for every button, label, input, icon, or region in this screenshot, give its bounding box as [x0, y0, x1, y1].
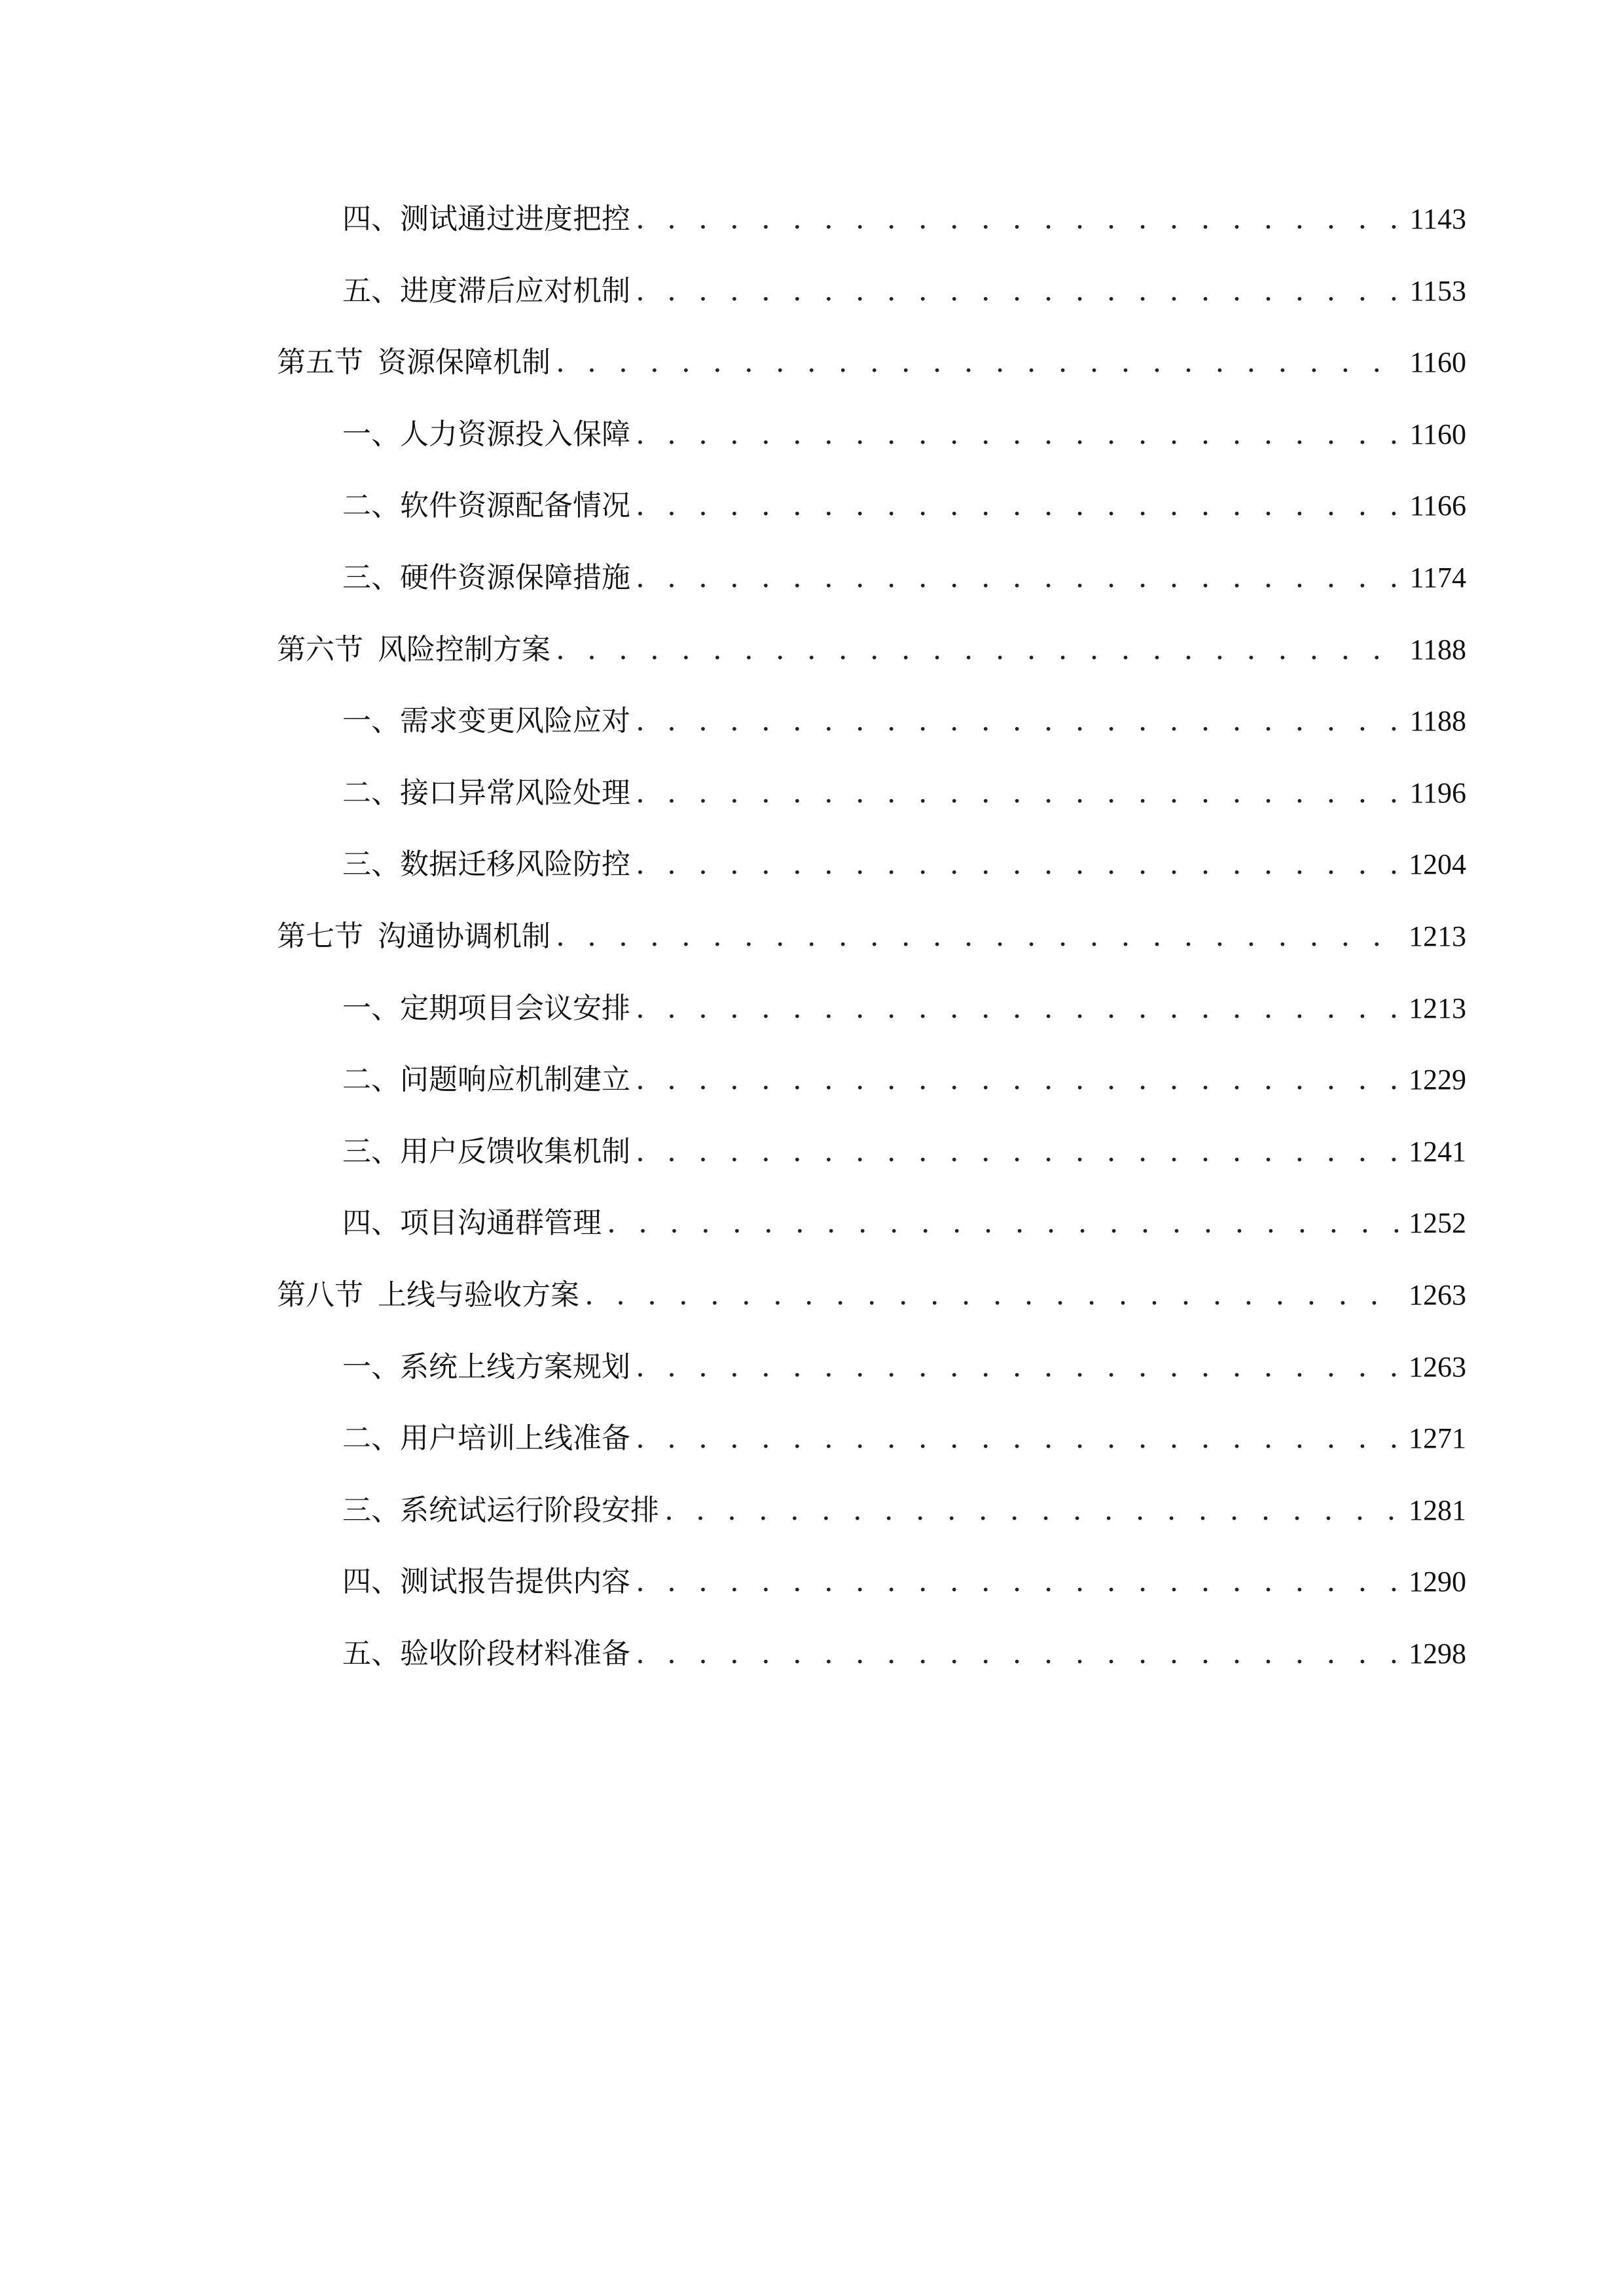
toc-entry-number: 二、	[342, 489, 400, 523]
toc-entry-title: 系统试运行阶段安排	[400, 1493, 659, 1527]
toc-entry[interactable]	[277, 973, 1466, 1045]
dot-leader	[636, 183, 1403, 255]
dot-leader	[636, 255, 1403, 327]
toc-entry-page: 1271	[1409, 1422, 1466, 1455]
toc-entry-number: 二、	[342, 1063, 400, 1097]
dot-leader	[607, 1187, 1402, 1259]
toc-entry-page: 1263	[1409, 1350, 1466, 1383]
toc-entry-page: 1252	[1409, 1207, 1466, 1240]
toc-entry-page: 1290	[1409, 1566, 1466, 1598]
toc-section-number: 第七节	[277, 919, 363, 953]
toc-entry-number: 二、	[342, 1422, 400, 1456]
toc-entry[interactable]	[277, 1116, 1466, 1188]
toc-entry-page: 1143	[1409, 203, 1466, 235]
dot-leader	[556, 327, 1403, 399]
toc-entry-title: 软件资源配备情况	[400, 489, 630, 523]
toc-entry[interactable]	[277, 757, 1466, 829]
table-of-contents	[277, 183, 1466, 1689]
dot-leader	[636, 1116, 1402, 1188]
dot-leader	[636, 685, 1403, 757]
toc-entry-page: 1160	[1409, 346, 1466, 379]
toc-entry-page: 1263	[1409, 1278, 1466, 1311]
toc-entry-page: 1298	[1409, 1637, 1466, 1670]
toc-entry[interactable]	[277, 829, 1466, 901]
toc-entry[interactable]	[277, 685, 1466, 757]
toc-entry-number: 三、	[342, 560, 400, 594]
toc-entry[interactable]	[277, 1331, 1466, 1403]
toc-section-entry[interactable]	[277, 1259, 1466, 1331]
toc-entry-page: 1241	[1409, 1135, 1466, 1168]
dot-leader	[636, 1331, 1402, 1403]
toc-entry[interactable]	[277, 470, 1466, 542]
toc-entry-title: 数据迁移风险防控	[400, 848, 630, 882]
toc-section-title: 沟通协调机制	[378, 919, 550, 953]
toc-entry-page: 1196	[1409, 776, 1466, 809]
dot-leader	[664, 1475, 1402, 1547]
toc-entry-page: 1204	[1409, 848, 1466, 881]
dot-leader	[636, 1403, 1402, 1475]
dot-leader	[556, 901, 1402, 973]
dot-leader	[556, 614, 1403, 686]
toc-entry-page: 1153	[1409, 274, 1466, 307]
toc-entry-title: 用户培训上线准备	[400, 1422, 630, 1456]
toc-entry-number: 一、	[342, 1350, 400, 1384]
toc-entry[interactable]	[277, 183, 1466, 255]
toc-entry-title: 进度滞后应对机制	[400, 274, 630, 308]
toc-entry-number: 四、	[342, 202, 400, 236]
toc-entry-page: 1281	[1409, 1494, 1466, 1526]
toc-entry-number: 三、	[342, 848, 400, 882]
dot-leader	[636, 1044, 1402, 1116]
toc-entry[interactable]	[277, 255, 1466, 327]
toc-entry-title: 测试报告提供内容	[400, 1565, 630, 1599]
toc-entry-page: 1174	[1409, 561, 1466, 594]
dot-leader	[636, 399, 1403, 471]
dot-leader	[636, 757, 1403, 829]
toc-entry-number: 五、	[342, 274, 400, 308]
toc-entry-number: 三、	[342, 1493, 400, 1527]
toc-section-entry[interactable]	[277, 614, 1466, 686]
toc-entry-number: 五、	[342, 1636, 400, 1670]
toc-entry[interactable]	[277, 542, 1466, 614]
toc-section-number: 第五节	[277, 346, 363, 380]
toc-entry-title: 用户反馈收集机制	[400, 1134, 630, 1168]
toc-section-entry[interactable]	[277, 901, 1466, 973]
toc-entry[interactable]	[277, 399, 1466, 471]
toc-entry[interactable]	[277, 1187, 1466, 1259]
toc-entry-title: 硬件资源保障措施	[400, 560, 630, 594]
toc-entry-title: 接口异常风险处理	[400, 776, 630, 810]
toc-entry[interactable]	[277, 1475, 1466, 1547]
toc-entry[interactable]	[277, 1044, 1466, 1116]
toc-entry-number: 一、	[342, 417, 400, 451]
toc-entry-number: 四、	[342, 1565, 400, 1599]
toc-entry-title: 需求变更风险应对	[400, 704, 630, 738]
toc-entry-number: 一、	[342, 991, 400, 1025]
toc-entry-title: 系统上线方案规划	[400, 1350, 630, 1384]
toc-section-title: 风险控制方案	[378, 632, 550, 666]
toc-entry-title: 项目沟通群管理	[400, 1206, 602, 1240]
toc-entry-title: 定期项目会议安排	[400, 991, 630, 1025]
toc-entry-page: 1166	[1409, 490, 1466, 522]
dot-leader	[636, 1618, 1402, 1690]
toc-section-number: 第八节	[277, 1278, 363, 1312]
dot-leader	[636, 973, 1402, 1045]
toc-entry-title: 问题响应机制建立	[400, 1063, 630, 1097]
toc-entry-number: 二、	[342, 776, 400, 810]
dot-leader	[585, 1259, 1402, 1331]
toc-section-number: 第六节	[277, 632, 363, 666]
toc-entry-number: 三、	[342, 1134, 400, 1168]
toc-section-title: 上线与验收方案	[378, 1278, 579, 1312]
toc-entry-page: 1188	[1409, 633, 1466, 666]
dot-leader	[636, 542, 1403, 614]
toc-entry-number: 四、	[342, 1206, 400, 1240]
toc-entry-title: 测试通过进度把控	[400, 202, 630, 236]
dot-leader	[636, 470, 1403, 542]
toc-entry-title: 人力资源投入保障	[400, 417, 630, 451]
toc-entry[interactable]	[277, 1403, 1466, 1475]
toc-entry-page: 1213	[1409, 992, 1466, 1024]
toc-entry-page: 1229	[1409, 1064, 1466, 1096]
toc-entry-page: 1213	[1409, 920, 1466, 952]
toc-entry-number: 一、	[342, 704, 400, 738]
toc-section-entry[interactable]	[277, 327, 1466, 399]
toc-entry-title: 验收阶段材料准备	[400, 1636, 630, 1670]
toc-entry-page: 1160	[1409, 418, 1466, 450]
toc-entry[interactable]	[277, 1618, 1466, 1690]
toc-section-title: 资源保障机制	[378, 346, 550, 380]
dot-leader	[636, 1546, 1402, 1618]
dot-leader	[636, 829, 1402, 901]
toc-entry[interactable]	[277, 1546, 1466, 1618]
toc-entry-page: 1188	[1409, 705, 1466, 738]
